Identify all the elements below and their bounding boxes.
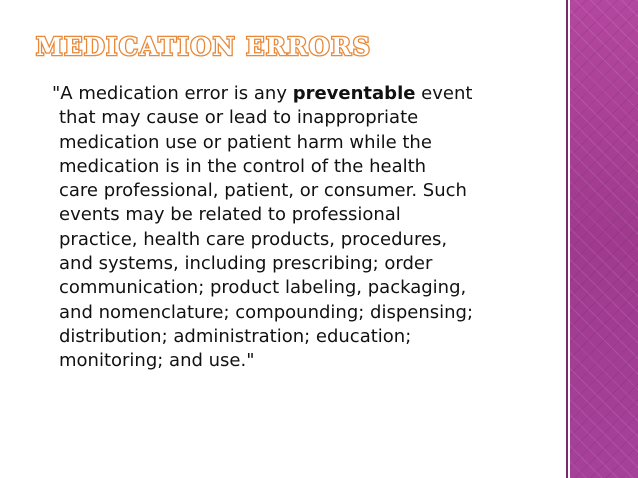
- body-line-3: medication use or patient harm while the: [59, 131, 432, 153]
- body-line-6: events may be related to professional: [59, 204, 401, 226]
- slide-title: [34, 26, 534, 66]
- body-line-1: [52, 82, 560, 106]
- definition-paragraph: [52, 82, 560, 374]
- body-line-7: practice, health care products, procedures,: [59, 228, 448, 250]
- slide-title-svg: [34, 26, 534, 66]
- slide-title-text: MEDICATION ERRORS: [36, 32, 372, 61]
- emphasized-word: preventable: [292, 83, 416, 104]
- body-line-10: and nomenclature; compounding; dispensing;: [59, 301, 474, 323]
- body-line-4: medication is in the control of the health: [59, 155, 427, 177]
- body-line-1-end: event: [415, 83, 473, 104]
- body-line-8: and systems, including prescribing; order: [59, 253, 433, 275]
- body-line-5: care professional, patient, or consumer. Such: [59, 180, 467, 202]
- side-band-divider: [566, 0, 568, 478]
- body-line-2: that may cause or lead to inappropriate: [59, 107, 419, 129]
- body-line-1-start: "A medication error is any: [52, 83, 293, 104]
- decorative-side-band: [570, 0, 638, 478]
- body-line-12: monitoring; and use.": [59, 350, 255, 372]
- body-line-11: distribution; administration; education;: [59, 325, 412, 347]
- body-line-9: communication; product labeling, packaging,: [59, 277, 467, 299]
